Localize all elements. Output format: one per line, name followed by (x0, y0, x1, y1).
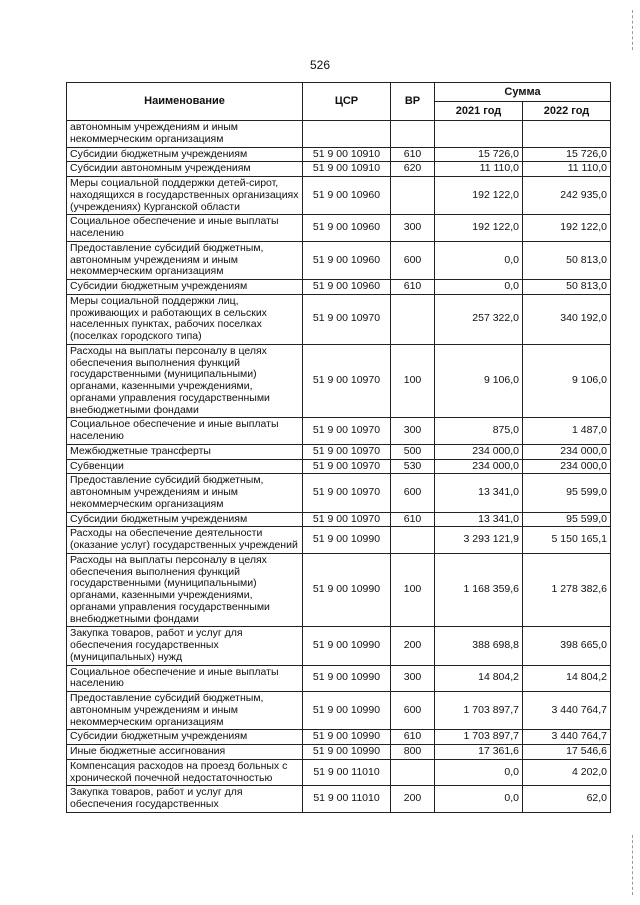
row-csr-cell: 51 9 00 10990 (303, 627, 391, 665)
row-2021-cell: 192 122,0 (435, 215, 523, 242)
table-row (67, 344, 611, 418)
row-2021-cell: 0,0 (435, 241, 523, 279)
row-2022-cell: 3 440 764,7 (523, 730, 611, 745)
row-2022-cell: 192 122,0 (523, 215, 611, 242)
table-row (67, 692, 611, 730)
table-row (67, 418, 611, 445)
table-row (67, 474, 611, 512)
edge-scan-mark-bottom (632, 835, 634, 895)
row-2022-cell: 9 106,0 (523, 344, 611, 418)
row-2021-cell: 234 000,0 (435, 444, 523, 459)
row-name-cell: Субсидии бюджетным учреждениям (67, 147, 303, 162)
row-2022-cell: 5 150 165,1 (523, 527, 611, 554)
row-2021-cell: 0,0 (435, 786, 523, 813)
row-name-cell: Межбюджетные трансферты (67, 444, 303, 459)
row-vr-cell: 600 (391, 241, 435, 279)
row-2022-cell: 62,0 (523, 786, 611, 813)
row-csr-cell: 51 9 00 10910 (303, 147, 391, 162)
row-2022-cell: 234 000,0 (523, 459, 611, 474)
row-csr-cell: 51 9 00 10970 (303, 459, 391, 474)
row-vr-cell (391, 121, 435, 148)
table-row (67, 177, 611, 215)
row-2022-cell: 11 110,0 (523, 162, 611, 177)
row-name-cell: Предоставление субсидий бюджетным, автономным учреждениям и иным некоммерческим организациям (67, 474, 303, 512)
row-2022-cell: 50 813,0 (523, 241, 611, 279)
page-number: 526 (309, 58, 331, 72)
row-2021-cell: 0,0 (435, 280, 523, 295)
edge-scan-mark-top (632, 10, 634, 50)
row-name-cell: Закупка товаров, работ и услуг для обеспечения государственных (67, 786, 303, 813)
row-vr-cell (391, 527, 435, 554)
row-2021-cell: 14 804,2 (435, 665, 523, 692)
table-row (67, 444, 611, 459)
row-2022-cell: 50 813,0 (523, 280, 611, 295)
row-2022-cell: 234 000,0 (523, 444, 611, 459)
row-2022-cell: 4 202,0 (523, 759, 611, 786)
row-vr-cell: 100 (391, 344, 435, 418)
row-csr-cell: 51 9 00 10990 (303, 527, 391, 554)
row-2022-cell: 398 665,0 (523, 627, 611, 665)
row-name-cell: Иные бюджетные ассигнования (67, 745, 303, 760)
row-csr-cell: 51 9 00 10990 (303, 553, 391, 627)
row-2022-cell: 14 804,2 (523, 665, 611, 692)
row-csr-cell: 51 9 00 10970 (303, 474, 391, 512)
row-vr-cell: 800 (391, 745, 435, 760)
row-csr-cell: 51 9 00 10960 (303, 215, 391, 242)
table-row (67, 241, 611, 279)
row-name-cell: автономным учреждениям и иным некоммерческим организациям (67, 121, 303, 148)
row-vr-cell: 620 (391, 162, 435, 177)
row-vr-cell: 600 (391, 692, 435, 730)
header-csr: ЦСР (303, 83, 391, 121)
row-name-cell: Субсидии бюджетным учреждениям (67, 730, 303, 745)
table-body (67, 121, 611, 813)
row-2021-cell (435, 121, 523, 148)
row-2022-cell: 1 278 382,6 (523, 553, 611, 627)
table-row (67, 280, 611, 295)
header-vr: ВР (391, 83, 435, 121)
row-2021-cell: 0,0 (435, 759, 523, 786)
table-row (67, 730, 611, 745)
header-name: Наименование (67, 83, 303, 121)
row-csr-cell: 51 9 00 10970 (303, 294, 391, 344)
row-vr-cell: 610 (391, 280, 435, 295)
row-csr-cell: 51 9 00 10970 (303, 418, 391, 445)
table-row (67, 745, 611, 760)
row-csr-cell: 51 9 00 10960 (303, 241, 391, 279)
row-2021-cell: 1 168 359,6 (435, 553, 523, 627)
row-vr-cell: 610 (391, 512, 435, 527)
row-2021-cell: 13 341,0 (435, 474, 523, 512)
row-2021-cell: 15 726,0 (435, 147, 523, 162)
row-2022-cell: 1 487,0 (523, 418, 611, 445)
row-csr-cell: 51 9 00 10970 (303, 444, 391, 459)
row-name-cell: Социальное обеспечение и иные выплаты населению (67, 418, 303, 445)
row-csr-cell: 51 9 00 10970 (303, 512, 391, 527)
row-vr-cell: 530 (391, 459, 435, 474)
table-row (67, 512, 611, 527)
table-row (67, 162, 611, 177)
row-name-cell: Субсидии бюджетным учреждениям (67, 280, 303, 295)
row-csr-cell: 51 9 00 11010 (303, 759, 391, 786)
table-row (67, 627, 611, 665)
row-vr-cell: 200 (391, 627, 435, 665)
table-row (67, 786, 611, 813)
row-csr-cell: 51 9 00 10990 (303, 665, 391, 692)
table-row (67, 665, 611, 692)
row-csr-cell: 51 9 00 10990 (303, 692, 391, 730)
row-vr-cell: 200 (391, 786, 435, 813)
row-2021-cell: 9 106,0 (435, 344, 523, 418)
row-name-cell: Субсидии автономным учреждениям (67, 162, 303, 177)
row-csr-cell: 51 9 00 10910 (303, 162, 391, 177)
header-sum: Сумма (435, 83, 611, 102)
table-row (67, 294, 611, 344)
row-name-cell: Предоставление субсидий бюджетным, автономным учреждениям и иным некоммерческим организациям (67, 692, 303, 730)
row-name-cell: Меры социальной поддержки лиц, проживающих и работающих в сельских населенных пунктах, рабочих поселках (поселках городского типа) (67, 294, 303, 344)
row-2022-cell: 15 726,0 (523, 147, 611, 162)
row-2021-cell: 17 361,6 (435, 745, 523, 760)
row-2021-cell: 13 341,0 (435, 512, 523, 527)
row-csr-cell (303, 121, 391, 148)
row-2022-cell: 242 935,0 (523, 177, 611, 215)
row-vr-cell (391, 759, 435, 786)
row-name-cell: Компенсация расходов на проезд больных с хронической почечной недостаточностью (67, 759, 303, 786)
row-2021-cell: 388 698,8 (435, 627, 523, 665)
row-csr-cell: 51 9 00 10990 (303, 745, 391, 760)
row-name-cell: Меры социальной поддержки детей-сирот, находящихся в государственных организациях (учреждениях) Курганской области (67, 177, 303, 215)
row-2021-cell: 11 110,0 (435, 162, 523, 177)
row-name-cell: Социальное обеспечение и иные выплаты населению (67, 215, 303, 242)
row-vr-cell: 600 (391, 474, 435, 512)
row-2022-cell: 95 599,0 (523, 474, 611, 512)
row-vr-cell: 500 (391, 444, 435, 459)
row-vr-cell: 300 (391, 215, 435, 242)
row-vr-cell: 610 (391, 147, 435, 162)
row-2022-cell: 17 546,6 (523, 745, 611, 760)
row-2021-cell: 1 703 897,7 (435, 730, 523, 745)
row-2022-cell: 340 192,0 (523, 294, 611, 344)
row-csr-cell: 51 9 00 10960 (303, 177, 391, 215)
table-row (67, 121, 611, 148)
row-name-cell: Субсидии бюджетным учреждениям (67, 512, 303, 527)
row-name-cell: Субвенции (67, 459, 303, 474)
row-csr-cell: 51 9 00 10970 (303, 344, 391, 418)
row-csr-cell: 51 9 00 11010 (303, 786, 391, 813)
header-2022: 2022 год (523, 102, 611, 121)
row-name-cell: Расходы на обеспечение деятельности (оказание услуг) государственных учреждений (67, 527, 303, 554)
row-vr-cell (391, 177, 435, 215)
table-row (67, 759, 611, 786)
row-2021-cell: 234 000,0 (435, 459, 523, 474)
row-2021-cell: 3 293 121,9 (435, 527, 523, 554)
table-row (67, 527, 611, 554)
table-row (67, 215, 611, 242)
header-2021: 2021 год (435, 102, 523, 121)
row-2022-cell: 3 440 764,7 (523, 692, 611, 730)
row-2021-cell: 1 703 897,7 (435, 692, 523, 730)
row-2022-cell: 95 599,0 (523, 512, 611, 527)
row-name-cell: Социальное обеспечение и иные выплаты населению (67, 665, 303, 692)
row-csr-cell: 51 9 00 10990 (303, 730, 391, 745)
row-name-cell: Закупка товаров, работ и услуг для обеспечения государственных (муниципальных) нужд (67, 627, 303, 665)
row-2021-cell: 192 122,0 (435, 177, 523, 215)
row-vr-cell: 610 (391, 730, 435, 745)
row-name-cell: Предоставление субсидий бюджетным, автономным учреждениям и иным некоммерческим организациям (67, 241, 303, 279)
row-2021-cell: 257 322,0 (435, 294, 523, 344)
row-vr-cell: 300 (391, 665, 435, 692)
row-vr-cell (391, 294, 435, 344)
table-row (67, 459, 611, 474)
row-csr-cell: 51 9 00 10960 (303, 280, 391, 295)
row-2022-cell (523, 121, 611, 148)
table-row (67, 553, 611, 627)
row-name-cell: Расходы на выплаты персоналу в целях обеспечения выполнения функций государственными (муниципальными) органами, казенными учреждениями, органами управления государственными внебюджетными фондами (67, 553, 303, 627)
budget-table (66, 82, 611, 813)
row-name-cell: Расходы на выплаты персоналу в целях обеспечения выполнения функций государственными (муниципальными) органами, казенными учреждениями, органами управления государственными внебюджетными фондами (67, 344, 303, 418)
row-2021-cell: 875,0 (435, 418, 523, 445)
row-vr-cell: 100 (391, 553, 435, 627)
row-vr-cell: 300 (391, 418, 435, 445)
table-row (67, 147, 611, 162)
